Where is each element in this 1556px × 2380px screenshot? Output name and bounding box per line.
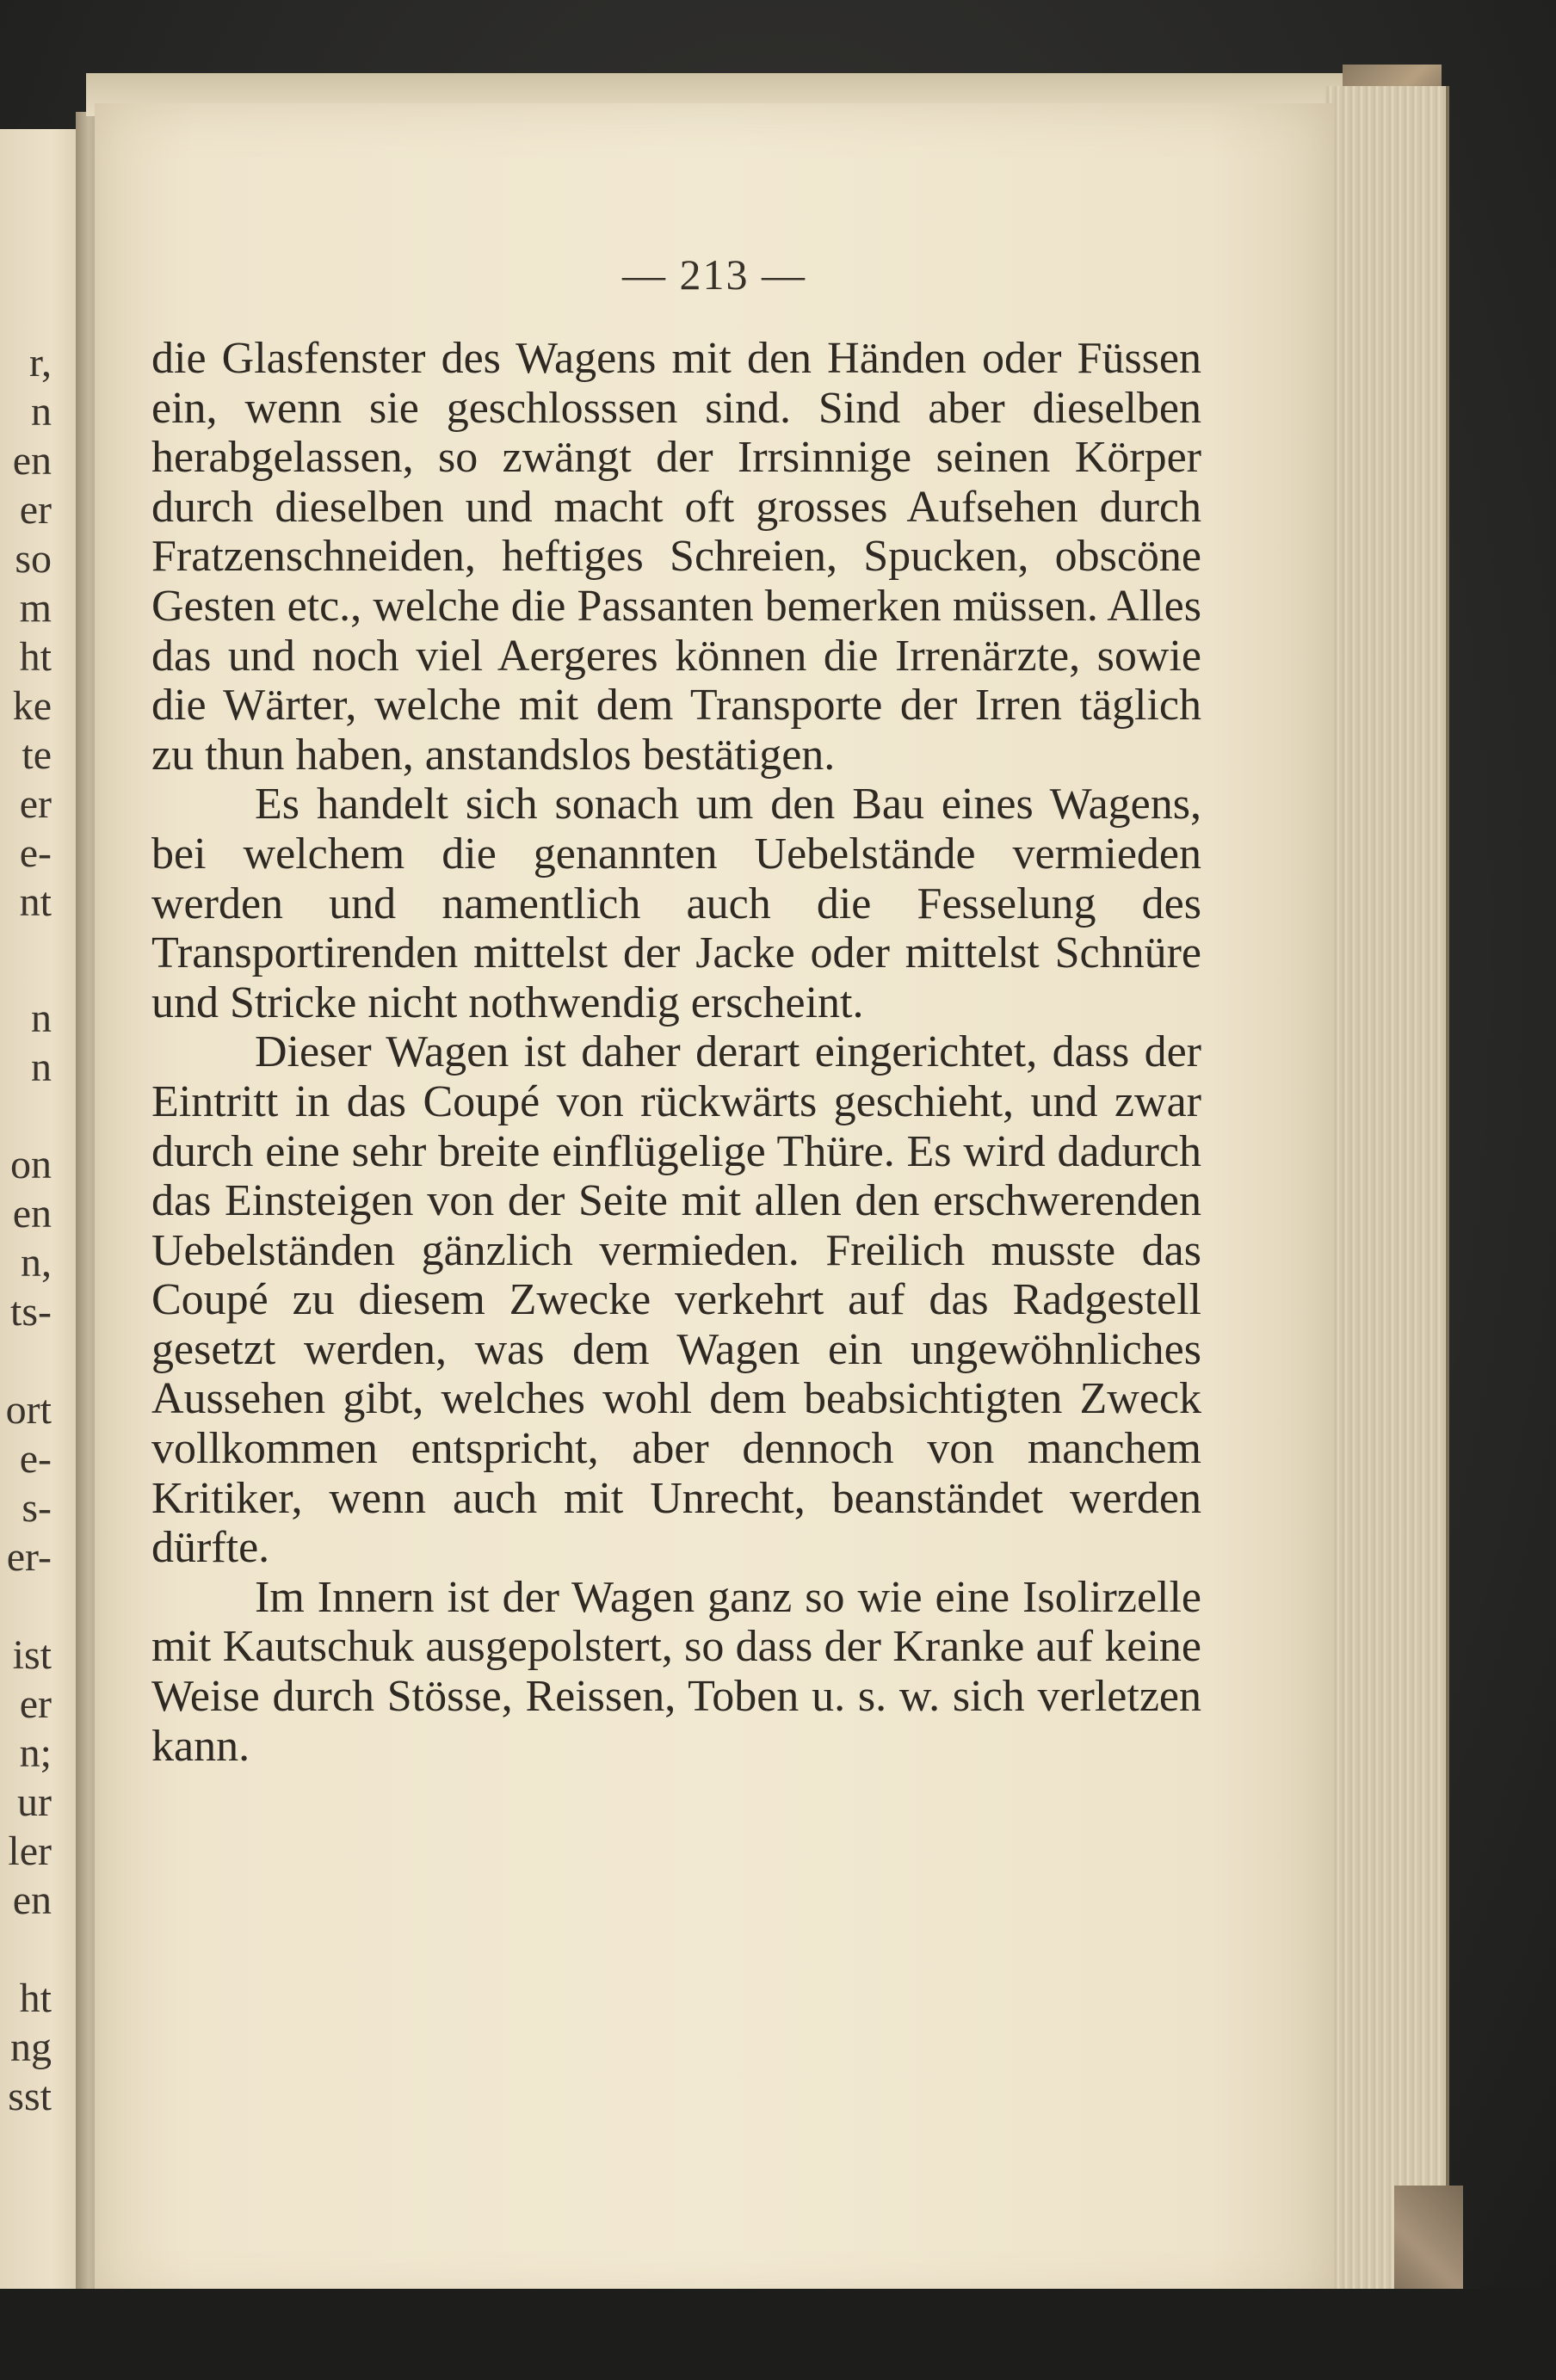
left-page-fragment: ng — [10, 2025, 52, 2070]
left-page-fragment: n; — [19, 1730, 52, 1776]
left-page-fragment: nt — [19, 879, 52, 925]
background-shadow — [0, 2289, 1556, 2380]
left-page-fragment: n, — [21, 1240, 52, 1286]
left-page-fragment: r, — [28, 340, 52, 385]
body-text — [151, 334, 1201, 1771]
left-page-fragment: er- — [6, 1534, 52, 1580]
paragraph: die Glasfenster des Wagens mit den Händen oder Füssen ein, wenn sie geschlosssen sind. Sind aber dieselben herabgelassen, so zwängt der Irrsinnige seinen Körper durch dieselben und macht oft grosses Aufsehen durch Fratzenschneiden, heftiges Schreien, Spucken, obscöne Gesten etc., welche die Passanten bemerken müssen. Alles das und noch viel Aergeres können die Irrenärzte, sowie die Wärter, welche mit dem Transporte der Irren täglich zu thun haben, anstandslos bestätigen. — [151, 334, 1201, 780]
left-page-fragment: te — [22, 732, 52, 778]
left-page-fragment: er — [19, 1681, 52, 1727]
page-number: — 213 — — [622, 250, 806, 299]
left-page-fragment: ler — [8, 1828, 52, 1874]
left-page-fragment: n — [31, 1045, 52, 1090]
paragraph: Dieser Wagen ist daher derart eingerichtet, dass der Eintritt in das Coupé von rückwärts geschieht, und zwar durch eine sehr breite einflügelige Thüre. Es wird dadurch das Einsteigen von der Seite mit allen den erschwerenden Uebelständen gänzlich vermieden. Freilich musste das Coupé zu diesem Zwecke verkehrt auf das Radgestell gesetzt werden, was dem Wagen ein ungewöhnliches Aussehen gibt, welches wohl dem beabsichtigten Zweck vollkommen entspricht, aber dennoch von manchem Kritiker, wenn auch mit Unrecht, beanständet werden dürfte. — [151, 1027, 1201, 1573]
page-stack-edge — [1325, 86, 1449, 2315]
left-page-fragment: ts- — [10, 1289, 52, 1335]
left-page-fragment: so — [15, 536, 52, 582]
left-page-fragment: sst — [8, 2074, 52, 2119]
left-page-fragment: on — [10, 1142, 52, 1187]
left-page-fragment: ke — [12, 683, 52, 729]
left-page-fragment: m — [19, 585, 52, 631]
paragraph: Es handelt sich sonach um den Bau eines Wagens, bei welchem die genannten Uebelstände vermieden werden und namentlich auch die Fesselung des Transportirenden mittelst der Jacke oder mittelst Schnüre und Stricke nicht nothwendig erscheint. — [151, 780, 1201, 1027]
left-page-fragment: ort — [5, 1387, 52, 1433]
left-page-fragment: en — [12, 438, 52, 484]
left-page-fragment: e- — [19, 830, 52, 876]
left-page-fragment: n — [31, 389, 52, 435]
left-page-fragment: ur — [17, 1779, 52, 1825]
left-page-fragment: s- — [22, 1485, 52, 1531]
paragraph: Im Innern ist der Wagen ganz so wie eine Isolirzelle mit Kautschuk ausgepolstert, so dass der Kranke auf keine Weise durch Stösse, Reissen, Toben u. s. w. sich verletzen kann. — [151, 1572, 1201, 1771]
left-page-fragment: ht — [19, 634, 52, 680]
left-page-fragment: er — [19, 487, 52, 533]
left-page-fragment: ht — [19, 1976, 52, 2021]
left-page-fragment: en — [12, 1877, 52, 1923]
left-page-fragment: n — [31, 996, 52, 1041]
left-facing-page — [0, 129, 86, 2315]
left-page-fragment: en — [12, 1191, 52, 1236]
left-page-fragment: ist — [12, 1632, 52, 1678]
left-page-fragment: er — [19, 781, 52, 827]
right-page — [95, 103, 1334, 2306]
left-page-fragment: e- — [19, 1436, 52, 1482]
